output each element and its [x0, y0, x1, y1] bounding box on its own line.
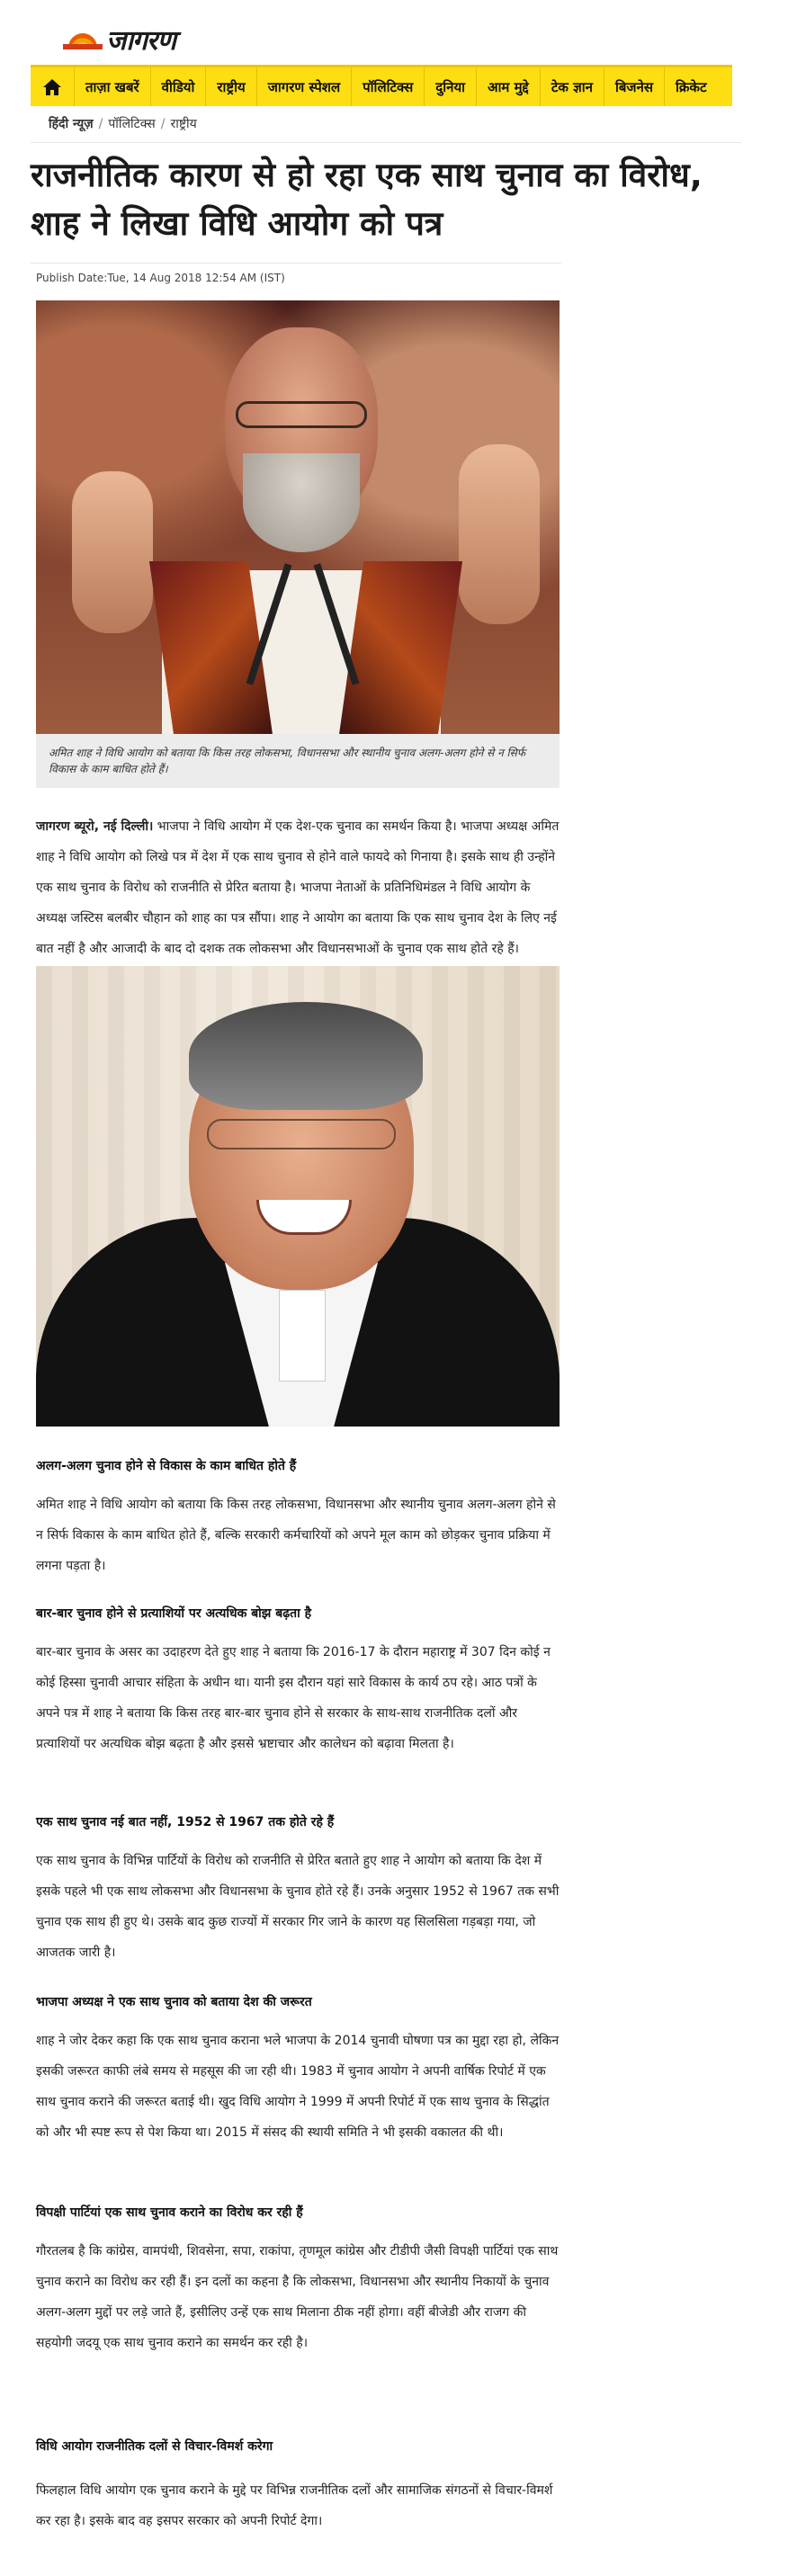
- nav-item-video[interactable]: वीडियो: [150, 67, 206, 106]
- home-icon[interactable]: [31, 67, 74, 106]
- main-nav: [31, 65, 732, 106]
- intro-paragraph: [36, 811, 560, 964]
- dateline: जागरण ब्यूरो, नई दिल्ली।: [36, 819, 154, 834]
- breadcrumb-home[interactable]: हिंदी न्यूज़: [49, 117, 94, 131]
- publish-date: Publish Date:Tue, 14 Aug 2018 12:54 AM (IST): [36, 272, 285, 284]
- site-header: [0, 0, 797, 63]
- section-paragraph: गौरतलब है कि कांग्रेस, वामपंथी, शिवसेना, सपा, राकांपा, तृणमूल कांग्रेस और टीडीपी जैसी विपक्षी पार्टियां एक साथ चुनाव कराने का विरोध कर रही हैं। इन दलों का कहना है कि लोकसभा, विधानसभा और स्थानीय निकायों के चुनाव अलग-अलग मुद्दों पर लड़े जाते हैं, इसीलिए उन्हें एक साथ मिलाना ठीक नहीं होगा। वहीं बीजेडी और राजग की सहयोगी जदयू एक साथ चुनाव कराने का समर्थन कर रही है।: [36, 2244, 559, 2350]
- section-heading: बार-बार चुनाव होने से प्रत्याशियों पर अत्यधिक बोझ बढ़ता है: [36, 1606, 312, 1621]
- nav-item-business[interactable]: बिजनेस: [604, 67, 664, 106]
- section-heading: एक साथ चुनाव नई बात नहीं, 1952 से 1967 तक होते रहे हैं: [36, 1815, 335, 1829]
- section-heading: विपक्षी पार्टियां एक साथ चुनाव कराने का विरोध कर रही हैं: [36, 2205, 303, 2220]
- section-heading: भाजपा अध्यक्ष ने एक साथ चुनाव को बताया देश की जरूरत: [36, 1995, 312, 2009]
- section-paragraph: शाह ने जोर देकर कहा कि एक साथ चुनाव कराना भले भाजपा के 2014 चुनावी घोषणा पत्र का मुद्दा रहा हो, लेकिन इसकी जरूरत काफी लंबे समय से महसूस की जा रही थी। 1983 में चुनाव आयोग ने अपनी वार्षिक रिपोर्ट में एक साथ चुनाव कराने की जरूरत बताई थी। खुद विधि आयोग ने 1999 में अपनी रिपोर्ट में एक साथ चुनाव के सिद्धांत को और भी स्पष्ट रूप से पेश किया था। 2015 में संसद की स्थायी समिति ने भी इसकी वकालत की थी।: [36, 2034, 560, 2140]
- divider: [31, 142, 741, 143]
- photo-caption: अमित शाह ने विधि आयोग को बताया कि किस तरह लोकसभा, विधानसभा और स्थानीय चुनाव अलग-अलग होने से न सिर्फ विकास के काम बाधित होते हैं।: [36, 734, 560, 788]
- lead-photo: [36, 300, 560, 734]
- breadcrumb-politics[interactable]: पॉलिटिक्स: [108, 117, 156, 131]
- sun-logo-icon: [63, 28, 103, 49]
- section-paragraph: एक साथ चुनाव के विभिन्न पार्टियों के विरोध को राजनीति से प्रेरित बताते हुए शाह ने आयोग को बताया कि देश में इसके पहले भी एक साथ लोकसभा और विधानसभा के चुनाव होते रहे हैं। उनके अनुसार 1952 से 1967 तक सभी चुनाव एक साथ ही हुए थे। उसके बाद कुछ राज्यों में सरकार गिर जाने के कारण यह सिलसिला गड़बड़ा गया, जो आजतक जारी है।: [36, 1854, 560, 1960]
- article-title-line2: शाह ने लिखा विधि आयोग को पत्र: [31, 204, 443, 243]
- nav-item-politics[interactable]: पॉलिटिक्स: [351, 67, 424, 106]
- nav-item-tech[interactable]: टेक ज्ञान: [540, 67, 604, 106]
- article-title-line1: राजनीतिक कारण से हो रहा एक साथ चुनाव का विरोध,: [31, 156, 703, 194]
- nav-item-public-issues[interactable]: आम मुद्दे: [476, 67, 540, 106]
- breadcrumb-separator: /: [160, 117, 166, 131]
- nav-item-national[interactable]: राष्ट्रीय: [205, 67, 255, 106]
- section-heading: अलग-अलग चुनाव होने से विकास के काम बाधित होते हैं: [36, 1459, 297, 1473]
- section-paragraph: बार-बार चुनाव के असर का उदाहरण देते हुए शाह ने बताया कि 2016-17 के दौरान महाराष्ट्र में 307 दिन कोई न कोई हिस्सा चुनावी आचार संहिता के अधीन था। यानी इस दौरान यहां सारे विकास के कार्य ठप रहे। आठ पत्रों के अपने पत्र में शाह ने बताया कि किस तरह बार-बार चुनाव होने से सरकार के साथ-साथ राजनीतिक दलों और प्रत्याशियों पर अत्यधिक बोझ बढ़ता है और इससे भ्रष्टाचार और कालेधन को बढ़ावा मिलता है।: [36, 1645, 551, 1751]
- nav-item-world[interactable]: दुनिया: [424, 67, 476, 106]
- section-heading: विधि आयोग राजनीतिक दलों से विचार-विमर्श करेगा: [36, 2439, 273, 2454]
- logo-text: जागरण: [106, 24, 175, 57]
- article-title: [31, 151, 741, 248]
- nav-item-cricket[interactable]: क्रिकेट: [664, 67, 718, 106]
- nav-item-jagran-special[interactable]: जागरण स्पेशल: [256, 67, 351, 106]
- intro-text: भाजपा ने विधि आयोग में एक देश-एक चुनाव का समर्थन किया है। भाजपा अध्यक्ष अमित शाह ने विधि आयोग को लिखे पत्र में देश में एक साथ चुनाव से होने वाले फायदे को गिनाया है। इसके साथ ही उन्होंने एक साथ चुनाव के विरोध को राजनीति से प्रेरित बताया है। भाजपा नेताओं के प्रतिनिधिमंडल ने विधि आयोग के अध्यक्ष जस्टिस बलबीर चौहान को शाह का पत्र सौंपा। शाह ने आयोग का बताया कि एक साथ चुनाव देश के लिए नई बात नहीं है और आजादी के बाद दो दशक तक लोकसभा और विधानसभाओं के चुनाव एक साथ होते रहे हैं।: [36, 819, 560, 956]
- inline-photo: [36, 966, 560, 1427]
- breadcrumb-national[interactable]: राष्ट्रीय: [170, 117, 197, 131]
- site-logo[interactable]: [63, 23, 175, 57]
- section-paragraph: फिलहाल विधि आयोग एक चुनाव कराने के मुद्दे पर विभिन्न राजनीतिक दलों और सामाजिक संगठनों से विचार-विमर्श कर रहा है। इसके बाद वह इसपर सरकार को अपनी रिपोर्ट देगा।: [36, 2483, 553, 2528]
- breadcrumb-separator: /: [98, 117, 103, 131]
- nav-item-latest[interactable]: ताज़ा खबरें: [74, 67, 150, 106]
- breadcrumb: [49, 115, 197, 132]
- divider: [31, 263, 561, 264]
- section-paragraph: अमित शाह ने विधि आयोग को बताया कि किस तरह लोकसभा, विधानसभा और स्थानीय चुनाव अलग-अलग होने से न सिर्फ विकास के काम बाधित होते हैं, बल्कि सरकारी कर्मचारियों को अपने मूल काम को छोड़कर चुनाव प्रक्रिया में लगना पड़ता है।: [36, 1498, 556, 1573]
